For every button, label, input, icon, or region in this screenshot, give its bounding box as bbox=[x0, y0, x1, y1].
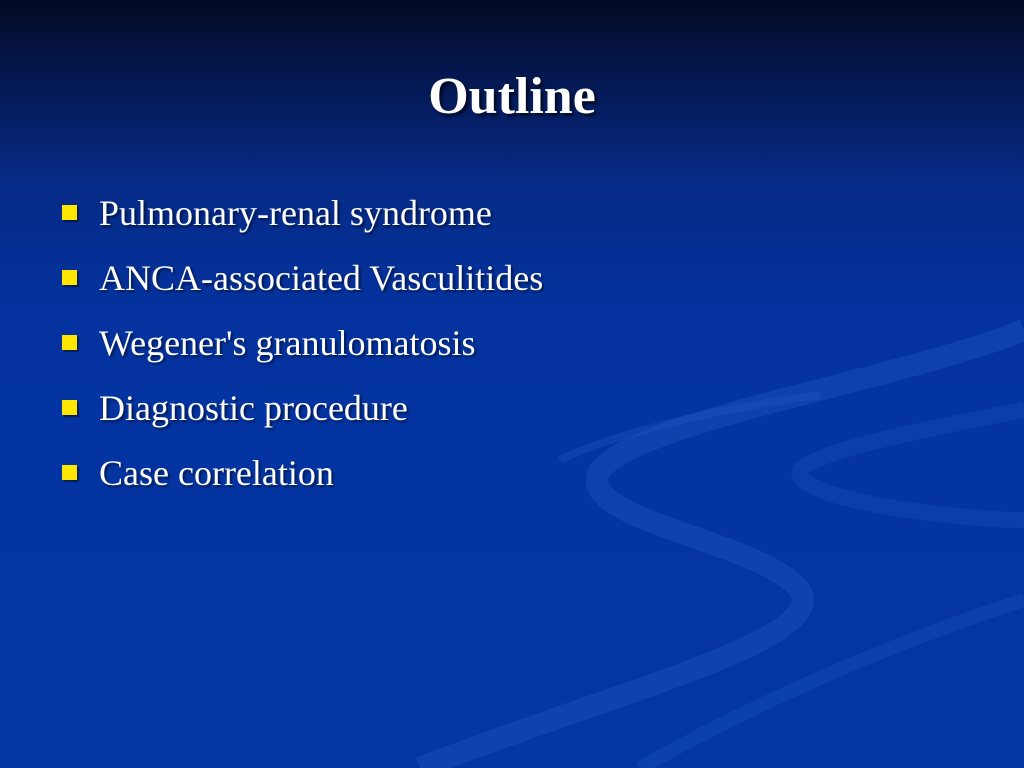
bullet-text: Pulmonary-renal syndrome bbox=[99, 192, 492, 233]
square-bullet-icon bbox=[62, 400, 77, 415]
bullet-text: ANCA-associated Vasculitides bbox=[99, 257, 544, 298]
square-bullet-icon bbox=[62, 205, 77, 220]
bullet-item bbox=[62, 180, 543, 245]
square-bullet-icon bbox=[62, 335, 77, 350]
bullet-item bbox=[62, 440, 543, 505]
bullet-item bbox=[62, 375, 543, 440]
bullet-text: Wegener's granulomatosis bbox=[99, 322, 476, 363]
square-bullet-icon bbox=[62, 270, 77, 285]
bullet-item bbox=[62, 245, 543, 310]
bullet-text: Diagnostic procedure bbox=[99, 387, 408, 428]
square-bullet-icon bbox=[62, 465, 77, 480]
bullet-item bbox=[62, 310, 543, 375]
bullet-list bbox=[62, 180, 543, 505]
slide-title: Outline bbox=[428, 68, 596, 125]
bullet-text: Case correlation bbox=[99, 452, 334, 493]
